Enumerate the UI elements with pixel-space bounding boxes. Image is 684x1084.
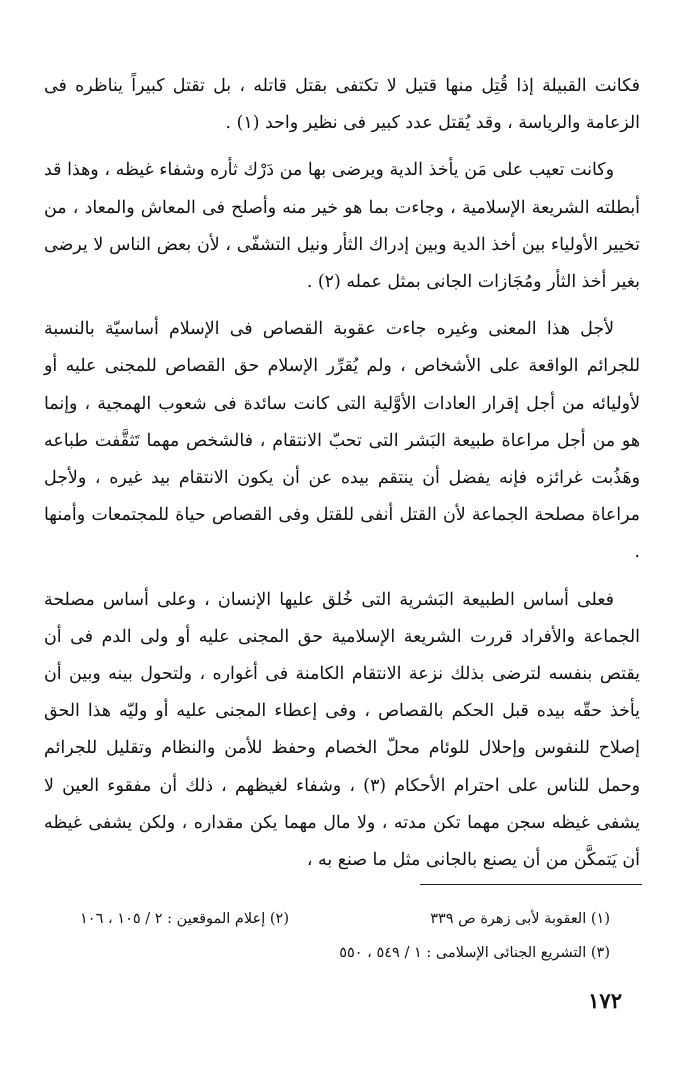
footnote-separator [420, 884, 642, 885]
footnote-row [80, 936, 610, 970]
footnote-3: (٣) التشريع الجنائى الإسلامى : ١ / ٥٤٩ ، ٥٥٠ [339, 945, 610, 961]
paragraph-4: فعلى أساس الطبيعة البَشرية التى خُلق عليها الإنسان ، وعلى أساس مصلحة الجماعة والأفراد قررت الشريعة الإسلامية حق المجنى عليه أو ولى الدم فى أن يقتص بنفسه لترضى بذلك نزعة الانتقام الكامنة فى أغواره ، ولتحول بينه وبين أن يأخذ حقّه بيده قبل الحكم بالقصاص ، وفى إعطاء المجنى عليه أو وليّه هذا الحق إصلاح للنفوس وإحلال للوئام محلّ الخصام وحفظ للأمن والنظام وتقليل للجرائم وحمل للناس على احترام الأحكام (٣) ، وشفاء لغيظهم ، ذلك أن مفقوء العين لا يشفى غيظه سجن مهما تكن مدته ، ولا مال مهما يكن مقداره ، ولكن يشفى غيظه أن يَتمكَّن من أن يصنع بالجانى مثل ما صنع به ، [44, 589, 640, 871]
paragraph-3: لأجل هذا المعنى وغيره جاءت عقوبة القصاص فى الإسلام أساسيّة بالنسبة للجرائم الواقعة على الأشخاص ، ولم يُقرِّر الإسلام حق القصاص للمجنى عليه أو لأوليائه من أجل إقرار العادات الأوَّلية التى كانت سائدة فى شعوب الهمجية ، وإنما هو من أجل مراعاة طبيعة البَشر التى تحبّ الانتقام ، فالشخص مهما تَثقَّفت طباعه وهَذُبت غرائزه فإنه يفضل أن ينتقم بيده عن أن يكون الانتقام بيد غيره ، ولأجل مراعاة مصلحة الجماعة لأن القتل أنفى للقتل وفى القصاص حياة للمجتمعات وأمنها . [44, 319, 640, 563]
paragraph-1: فكانت القبيلة إذا قُتِل منها قتيل لا تكتفى بقتل قاتله ، بل تقتل كبيراً يناظره فى الزعامة والرياسة ، وقد يُقتل عدد كبير فى نظير واحد (١) . [44, 76, 640, 134]
footnote-2: (٢) إعلام الموقعين : ٢ / ١٠٥ ، ١٠٦ [80, 911, 289, 927]
footnote-1: (١) العقوبة لأبى زهرة ص ٣٣٩ [430, 911, 610, 927]
body-text [44, 68, 640, 879]
paragraph-2: وكانت تعيب على مَن يأخذ الدية ويرضى بها من دَرْك ثأره وشفاء غيظه ، وهذا قد أبطلته الشريعة الإسلامية ، وجاءت بما هو خير منه وأصلح فى المعاش والمعاد ، من تخيير الأولياء بين أخذ الدية وبين إدراك الثأر ونيل التشفّى ، لأن بعض الناس لا يرضى بغير أخذ الثأر ومُجَازات الجانى بمثل عمله (٢) . [44, 160, 640, 293]
footnote-row [80, 902, 610, 936]
page-number: ١٧٢ [588, 988, 622, 1013]
footnotes [80, 902, 610, 970]
